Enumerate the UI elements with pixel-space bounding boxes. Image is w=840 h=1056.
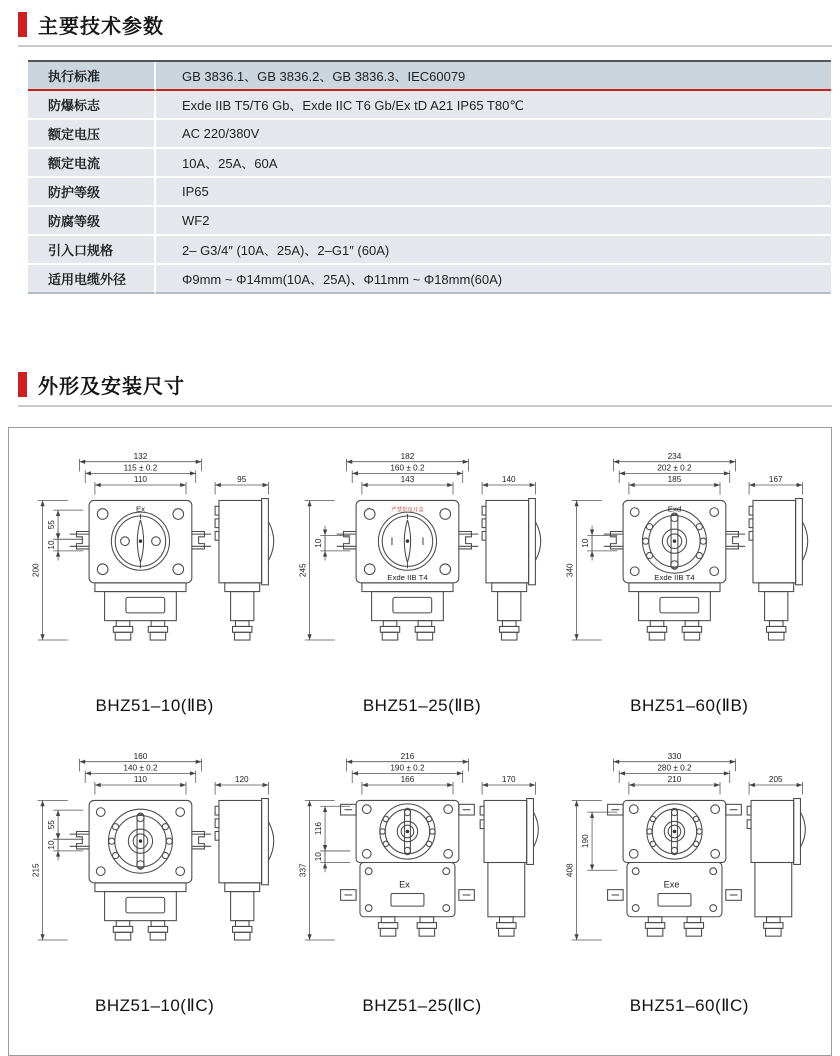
svg-text:10: 10	[581, 538, 591, 548]
figure-bhz51-10-iic	[21, 750, 288, 1046]
dimension-annotations	[566, 452, 803, 640]
svg-text:140 ± 0.2: 140 ± 0.2	[123, 762, 158, 772]
param-value: AC 220/380V	[156, 120, 831, 149]
svg-text:115 ± 0.2: 115 ± 0.2	[123, 463, 157, 473]
dimension-vertical	[299, 800, 335, 940]
tech-params-section	[0, 8, 840, 294]
svg-text:167: 167	[769, 475, 783, 485]
table-row	[28, 265, 831, 294]
svg-text:95: 95	[236, 475, 246, 485]
dimension-horizontal	[95, 475, 186, 495]
param-label: 防护等级	[28, 178, 156, 207]
table-row	[28, 91, 831, 120]
figure-caption: BHZ51–10(ⅡC)	[95, 995, 215, 1015]
figure-caption: BHZ51–10(ⅡB)	[95, 696, 214, 715]
svg-text:10: 10	[314, 538, 324, 548]
svg-text:340: 340	[566, 563, 576, 578]
figure-drawing	[29, 750, 281, 982]
device-views	[69, 499, 273, 641]
box-label: Ex	[399, 879, 410, 890]
param-value: 2– G3/4″ (10A、25A)、2–G1″ (60A)	[156, 236, 831, 265]
svg-text:200: 200	[31, 563, 41, 578]
technical-drawing	[563, 750, 815, 975]
param-value: GB 3836.1、GB 3836.2、GB 3836.3、IEC60079	[156, 62, 831, 91]
svg-text:132: 132	[133, 451, 147, 461]
dimension-vertical	[299, 500, 335, 640]
svg-text:10: 10	[46, 839, 56, 850]
svg-text:10: 10	[314, 851, 324, 861]
device-views	[69, 798, 273, 940]
svg-text:185: 185	[667, 475, 682, 485]
table-row	[28, 149, 831, 178]
technical-drawing	[29, 450, 281, 675]
svg-text:140: 140	[501, 475, 516, 485]
param-label: 额定电流	[28, 149, 156, 178]
dimension-horizontal	[215, 475, 268, 495]
svg-text:408: 408	[566, 862, 576, 877]
svg-text:120: 120	[234, 774, 249, 784]
table-row	[28, 120, 831, 149]
param-value: Φ9mm ~ Φ14mm(10A、25A)、Φ11mm ~ Φ18mm(60A)	[156, 265, 831, 294]
dimension-horizontal	[482, 775, 535, 795]
device-views	[337, 499, 541, 641]
figure-caption: BHZ51–25(ⅡB)	[362, 696, 482, 715]
section-title-dimensions: 外形及安装尺寸	[38, 376, 185, 398]
figure-bhz51-25-iic	[288, 750, 555, 1046]
dimension-annotations	[31, 751, 268, 939]
dimension-vertical	[314, 806, 350, 851]
figure-drawing	[296, 750, 548, 982]
param-label: 执行标准	[28, 62, 156, 91]
table-row	[28, 178, 831, 207]
svg-text:245: 245	[298, 563, 308, 578]
param-label: 防爆标志	[28, 91, 156, 120]
dimension-horizontal	[749, 475, 802, 495]
section-title-params: 主要技术参数	[38, 16, 164, 38]
device-views	[608, 798, 806, 936]
technical-drawing	[563, 450, 815, 675]
dimension-vertical	[566, 500, 602, 640]
svg-text:116: 116	[314, 821, 324, 835]
param-value: IP65	[156, 178, 831, 207]
svg-text:216: 216	[400, 751, 415, 761]
param-value: Exde IIB T5/T6 Gb、Exde IIC T6 Gb/Ex tD A21 IP65 T80℃	[156, 91, 831, 120]
figure-drawing	[563, 450, 815, 682]
technical-drawing	[29, 750, 281, 975]
svg-text:234: 234	[667, 451, 682, 461]
svg-text:110: 110	[133, 475, 147, 485]
figure-bhz51-60-iib	[556, 450, 823, 746]
param-label: 引入口规格	[28, 236, 156, 265]
dimension-horizontal	[362, 775, 453, 795]
svg-text:55: 55	[46, 520, 56, 530]
svg-text:202 ± 0.2: 202 ± 0.2	[657, 463, 692, 473]
figure-bhz51-60-iic	[556, 750, 823, 1046]
svg-text:160 ± 0.2: 160 ± 0.2	[390, 463, 425, 473]
svg-text:55: 55	[46, 819, 56, 829]
dimension-vertical	[582, 812, 618, 870]
device-views	[604, 499, 808, 641]
tech-params-table	[28, 60, 831, 294]
panel-bottom-label: Exde IIB T4	[387, 572, 428, 582]
svg-text:215: 215	[31, 862, 41, 877]
svg-text:170: 170	[501, 774, 516, 784]
dimension-vertical	[47, 810, 83, 839]
dimension-horizontal	[362, 475, 453, 495]
dimension-vertical	[314, 841, 350, 872]
param-label: 适用电缆外径	[28, 265, 156, 294]
param-value: WF2	[156, 207, 831, 236]
technical-drawing	[296, 750, 548, 975]
section-header-params	[18, 8, 832, 47]
figure-drawing	[29, 450, 281, 682]
svg-text:10: 10	[46, 540, 56, 550]
section-accent-bar	[18, 372, 27, 397]
param-label: 防腐等级	[28, 207, 156, 236]
dimension-annotations	[566, 751, 803, 939]
dimension-vertical	[47, 510, 83, 539]
dimension-annotations	[31, 452, 268, 640]
param-value: 10A、25A、60A	[156, 149, 831, 178]
svg-text:166: 166	[400, 774, 415, 784]
figure-caption: BHZ51–25(ⅡC)	[362, 995, 482, 1015]
figure-drawing	[296, 450, 548, 682]
dimension-annotations	[299, 452, 536, 640]
panel-top-label: Exd	[668, 504, 682, 514]
dimension-horizontal	[629, 775, 720, 795]
svg-text:190: 190	[581, 833, 591, 848]
dimensions-section	[0, 368, 840, 1056]
device-views	[341, 798, 539, 936]
svg-text:205: 205	[769, 774, 783, 784]
dimension-annotations	[299, 751, 536, 939]
dimension-horizontal	[749, 775, 802, 795]
dimension-horizontal	[629, 475, 720, 495]
dimension-horizontal	[95, 775, 186, 795]
figure-drawing	[563, 750, 815, 982]
box-label: Exe	[663, 879, 680, 890]
table-row	[28, 236, 831, 265]
svg-text:330: 330	[667, 751, 682, 761]
dimension-horizontal	[482, 475, 535, 495]
figure-caption: BHZ51–60(ⅡC)	[629, 995, 749, 1015]
param-label: 额定电压	[28, 120, 156, 149]
svg-text:280 ± 0.2: 280 ± 0.2	[657, 762, 692, 772]
svg-text:210: 210	[667, 774, 682, 784]
svg-text:337: 337	[298, 862, 308, 877]
panel-top-label: Ex	[135, 504, 145, 514]
table-row	[28, 207, 831, 236]
figure-caption: BHZ51–60(ⅡB)	[630, 696, 749, 715]
svg-text:143: 143	[400, 475, 415, 485]
table-row	[28, 62, 831, 91]
diagram-panel	[8, 427, 832, 1056]
panel-bottom-label: Exde IIB T4	[654, 572, 695, 582]
section-accent-bar	[18, 12, 27, 37]
svg-text:190 ± 0.2: 190 ± 0.2	[390, 762, 425, 772]
figure-bhz51-10-iib	[21, 450, 288, 746]
technical-drawing	[296, 450, 548, 675]
dimension-horizontal	[215, 775, 268, 795]
svg-text:110: 110	[133, 774, 147, 784]
section-header-dimensions	[18, 368, 832, 407]
figure-bhz51-25-iib	[288, 450, 555, 746]
svg-text:160: 160	[133, 751, 147, 761]
svg-text:182: 182	[400, 451, 415, 461]
panel-top-label: 严禁带电开盖	[391, 507, 424, 514]
